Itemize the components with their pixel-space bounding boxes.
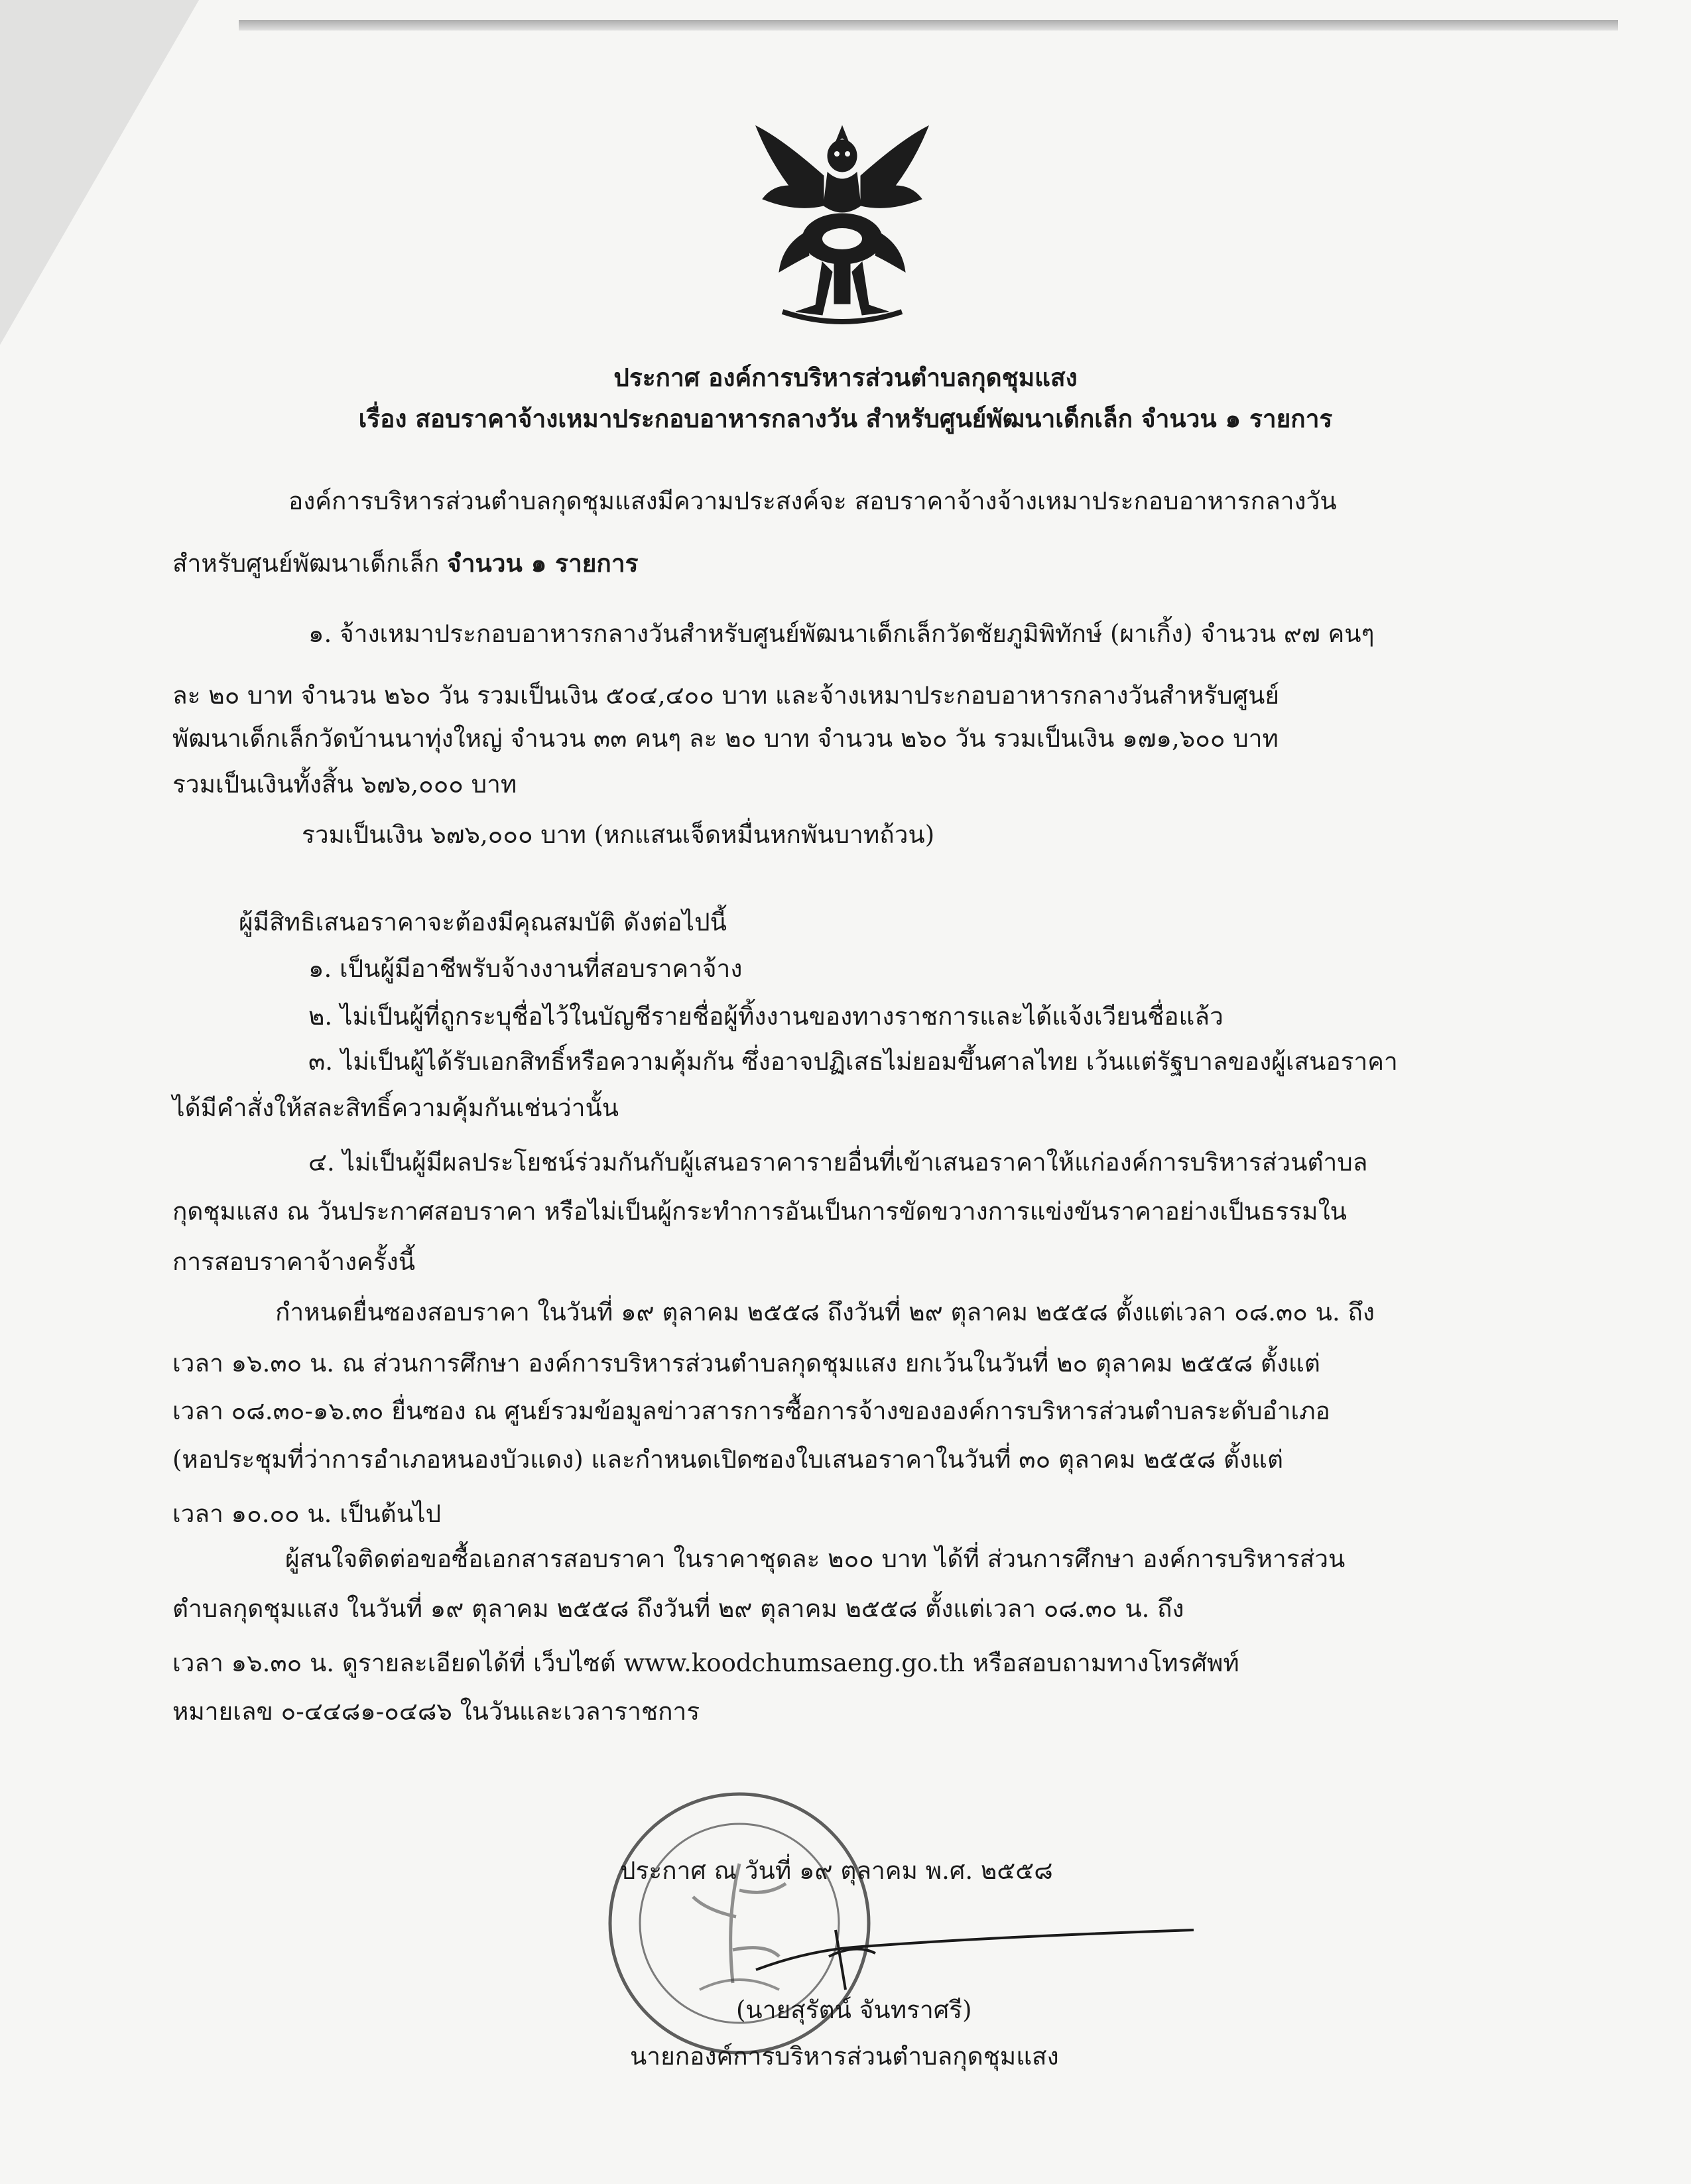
qualification-4-line-3: การสอบราคาจ้างครั้งนี้ <box>172 1248 416 1276</box>
schedule-line-1: กำหนดยื่นซองสอบราคา ในวันที่ ๑๙ ตุลาคม ๒๕๕๘ ถึงวันที่ ๒๙ ตุลาคม ๒๕๕๘ ตั้งแต่เวลา ๐๘.๓๐ น. ถึง <box>275 1298 1375 1326</box>
qualification-3-line-2: ได้มีคำสั่งให้สละสิทธิ์ความคุ้มกันเช่นว่านั้น <box>172 1094 619 1122</box>
item1-line-2: ละ ๒๐ บาท จำนวน ๒๖๐ วัน รวมเป็นเงิน ๕๐๔,๔๐๐ บาท และจ้างเหมาประกอบอาหารกลางวันสำหรับศูนย์ <box>172 681 1280 710</box>
garuda-emblem-icon <box>743 113 942 338</box>
qualification-2: ๒. ไม่เป็นผู้ที่ถูกระบุชื่อไว้ในบัญชีรายชื่อผู้ทิ้งงานของทางราชการและได้แจ้งเวียนชื่อแล้ว <box>308 1002 1223 1031</box>
qualification-4-line-2: กุดชุมแสง ณ วันประกาศสอบราคา หรือไม่เป็นผู้กระทำการอันเป็นการขัดขวางการแข่งขันราคาอย่างเป็นธรรมใน <box>172 1197 1347 1226</box>
qualifications-heading: ผู้มีสิทธิเสนอราคาจะต้องมีคุณสมบัติ ดังต่อไปนี้ <box>239 908 727 936</box>
contact-line-2: ตำบลกุดชุมแสง ในวันที่ ๑๙ ตุลาคม ๒๕๕๘ ถึงวันที่ ๒๙ ตุลาคม ๒๕๕๘ ตั้งแต่เวลา ๐๘.๓๐ น. ถึง <box>172 1594 1184 1623</box>
contact-line-1: ผู้สนใจติดต่อขอซื้อเอกสารสอบราคา ในราคาชุดละ ๒๐๐ บาท ได้ที่ ส่วนการศึกษา องค์การบริหารส่วน <box>285 1545 1346 1573</box>
qualification-4-line-1: ๔. ไม่เป็นผู้มีผลประโยชน์ร่วมกันกับผู้เสนอราคารายอื่นที่เข้าเสนอราคาให้แก่องค์การบริหารส่วนตำบล <box>308 1148 1368 1177</box>
contact-line-4: หมายเลข ๐-๔๔๘๑-๐๔๘๖ ในวันและเวลาราชการ <box>172 1697 700 1726</box>
item1-line-4: รวมเป็นเงินทั้งสิ้น ๖๗๖,๐๐๐ บาท <box>172 770 517 799</box>
signer-name: (นายสุรัตน์ จันทราศรี) <box>736 1996 972 2024</box>
intro-line-1: องค์การบริหารส่วนตำบลกุดชุมแสงมีความประสงค์จะ สอบราคาจ้างจ้างเหมาประกอบอาหารกลางวัน <box>288 487 1337 515</box>
scan-folded-corner <box>0 0 199 345</box>
contact-line-3: เวลา ๑๖.๓๐ น. ดูรายละเอียดได้ที่ เว็บไซต์ www.koodchumsaeng.go.th หรือสอบถามทางโทรศัพท์ <box>172 1649 1239 1677</box>
qualification-1: ๑. เป็นผู้มีอาชีพรับจ้างงานที่สอบราคาจ้าง <box>308 954 743 983</box>
schedule-line-3: เวลา ๐๘.๓๐-๑๖.๓๐ ยื่นซอง ณ ศูนย์รวมข้อมูลข่าวสารการซื้อการจ้างขององค์การบริหารส่วนตำบลระดับอำเภอ <box>172 1397 1330 1425</box>
item1-line-3: พัฒนาเด็กเล็กวัดบ้านนาทุ่งใหญ่ จำนวน ๓๓ คนๆ ละ ๒๐ บาท จำนวน ๒๖๐ วัน รวมเป็นเงิน ๑๗๑,๖๐๐ บาท <box>172 724 1279 753</box>
scan-edge-shadow <box>239 20 1618 31</box>
handwritten-signature-icon <box>729 1890 1207 2003</box>
schedule-line-4: (หอประชุมที่ว่าการอำเภอหนองบัวแดง) และกำหนดเปิดซองใบเสนอราคาในวันที่ ๓๐ ตุลาคม ๒๕๕๘ ตั้งแต่ <box>172 1445 1283 1474</box>
signer-position: นายกองค์การบริหารส่วนตำบลกุดชุมแสง <box>630 2042 1059 2071</box>
intro-line-2-bold: จำนวน ๑ รายการ <box>447 548 639 578</box>
qualification-3-line-1: ๓. ไม่เป็นผู้ได้รับเอกสิทธิ์หรือความคุ้มกัน ซึ่งอาจปฏิเสธไม่ยอมขึ้นศาลไทย เว้นแต่รัฐบาลของผู้เสนอราคา <box>308 1047 1398 1076</box>
item1-line-1: ๑. จ้างเหมาประกอบอาหารกลางวันสำหรับศูนย์พัฒนาเด็กเล็กวัดชัยภูมิพิทักษ์ (ผาเกิ้ง) จำนวน ๙๗ คนๆ <box>308 619 1375 648</box>
intro-line-2-text: สำหรับศูนย์พัฒนาเด็กเล็ก <box>172 549 448 578</box>
schedule-line-5: เวลา ๑๐.๐๐ น. เป็นต้นไป <box>172 1500 442 1528</box>
closing-date: ประกาศ ณ วันที่ ๑๙ ตุลาคม พ.ศ. ๒๕๕๘ <box>620 1856 1053 1885</box>
item1-total: รวมเป็นเงิน ๖๗๖,๐๐๐ บาท (หกแสนเจ็ดหมื่นหกพันบาทถ้วน) <box>302 820 935 849</box>
announcement-subject: เรื่อง สอบราคาจ้างเหมาประกอบอาหารกลางวัน สำหรับศูนย์พัฒนาเด็กเล็ก จำนวน ๑ รายการ <box>358 404 1333 433</box>
intro-line-2 <box>172 549 638 578</box>
announcement-title: ประกาศ องค์การบริหารส่วนตำบลกุดชุมแสง <box>613 363 1078 392</box>
schedule-line-2: เวลา ๑๖.๓๐ น. ณ ส่วนการศึกษา องค์การบริหารส่วนตำบลกุดชุมแสง ยกเว้นในวันที่ ๒๐ ตุลาคม ๒๕๕๘ ตั้งแต่ <box>172 1349 1320 1378</box>
